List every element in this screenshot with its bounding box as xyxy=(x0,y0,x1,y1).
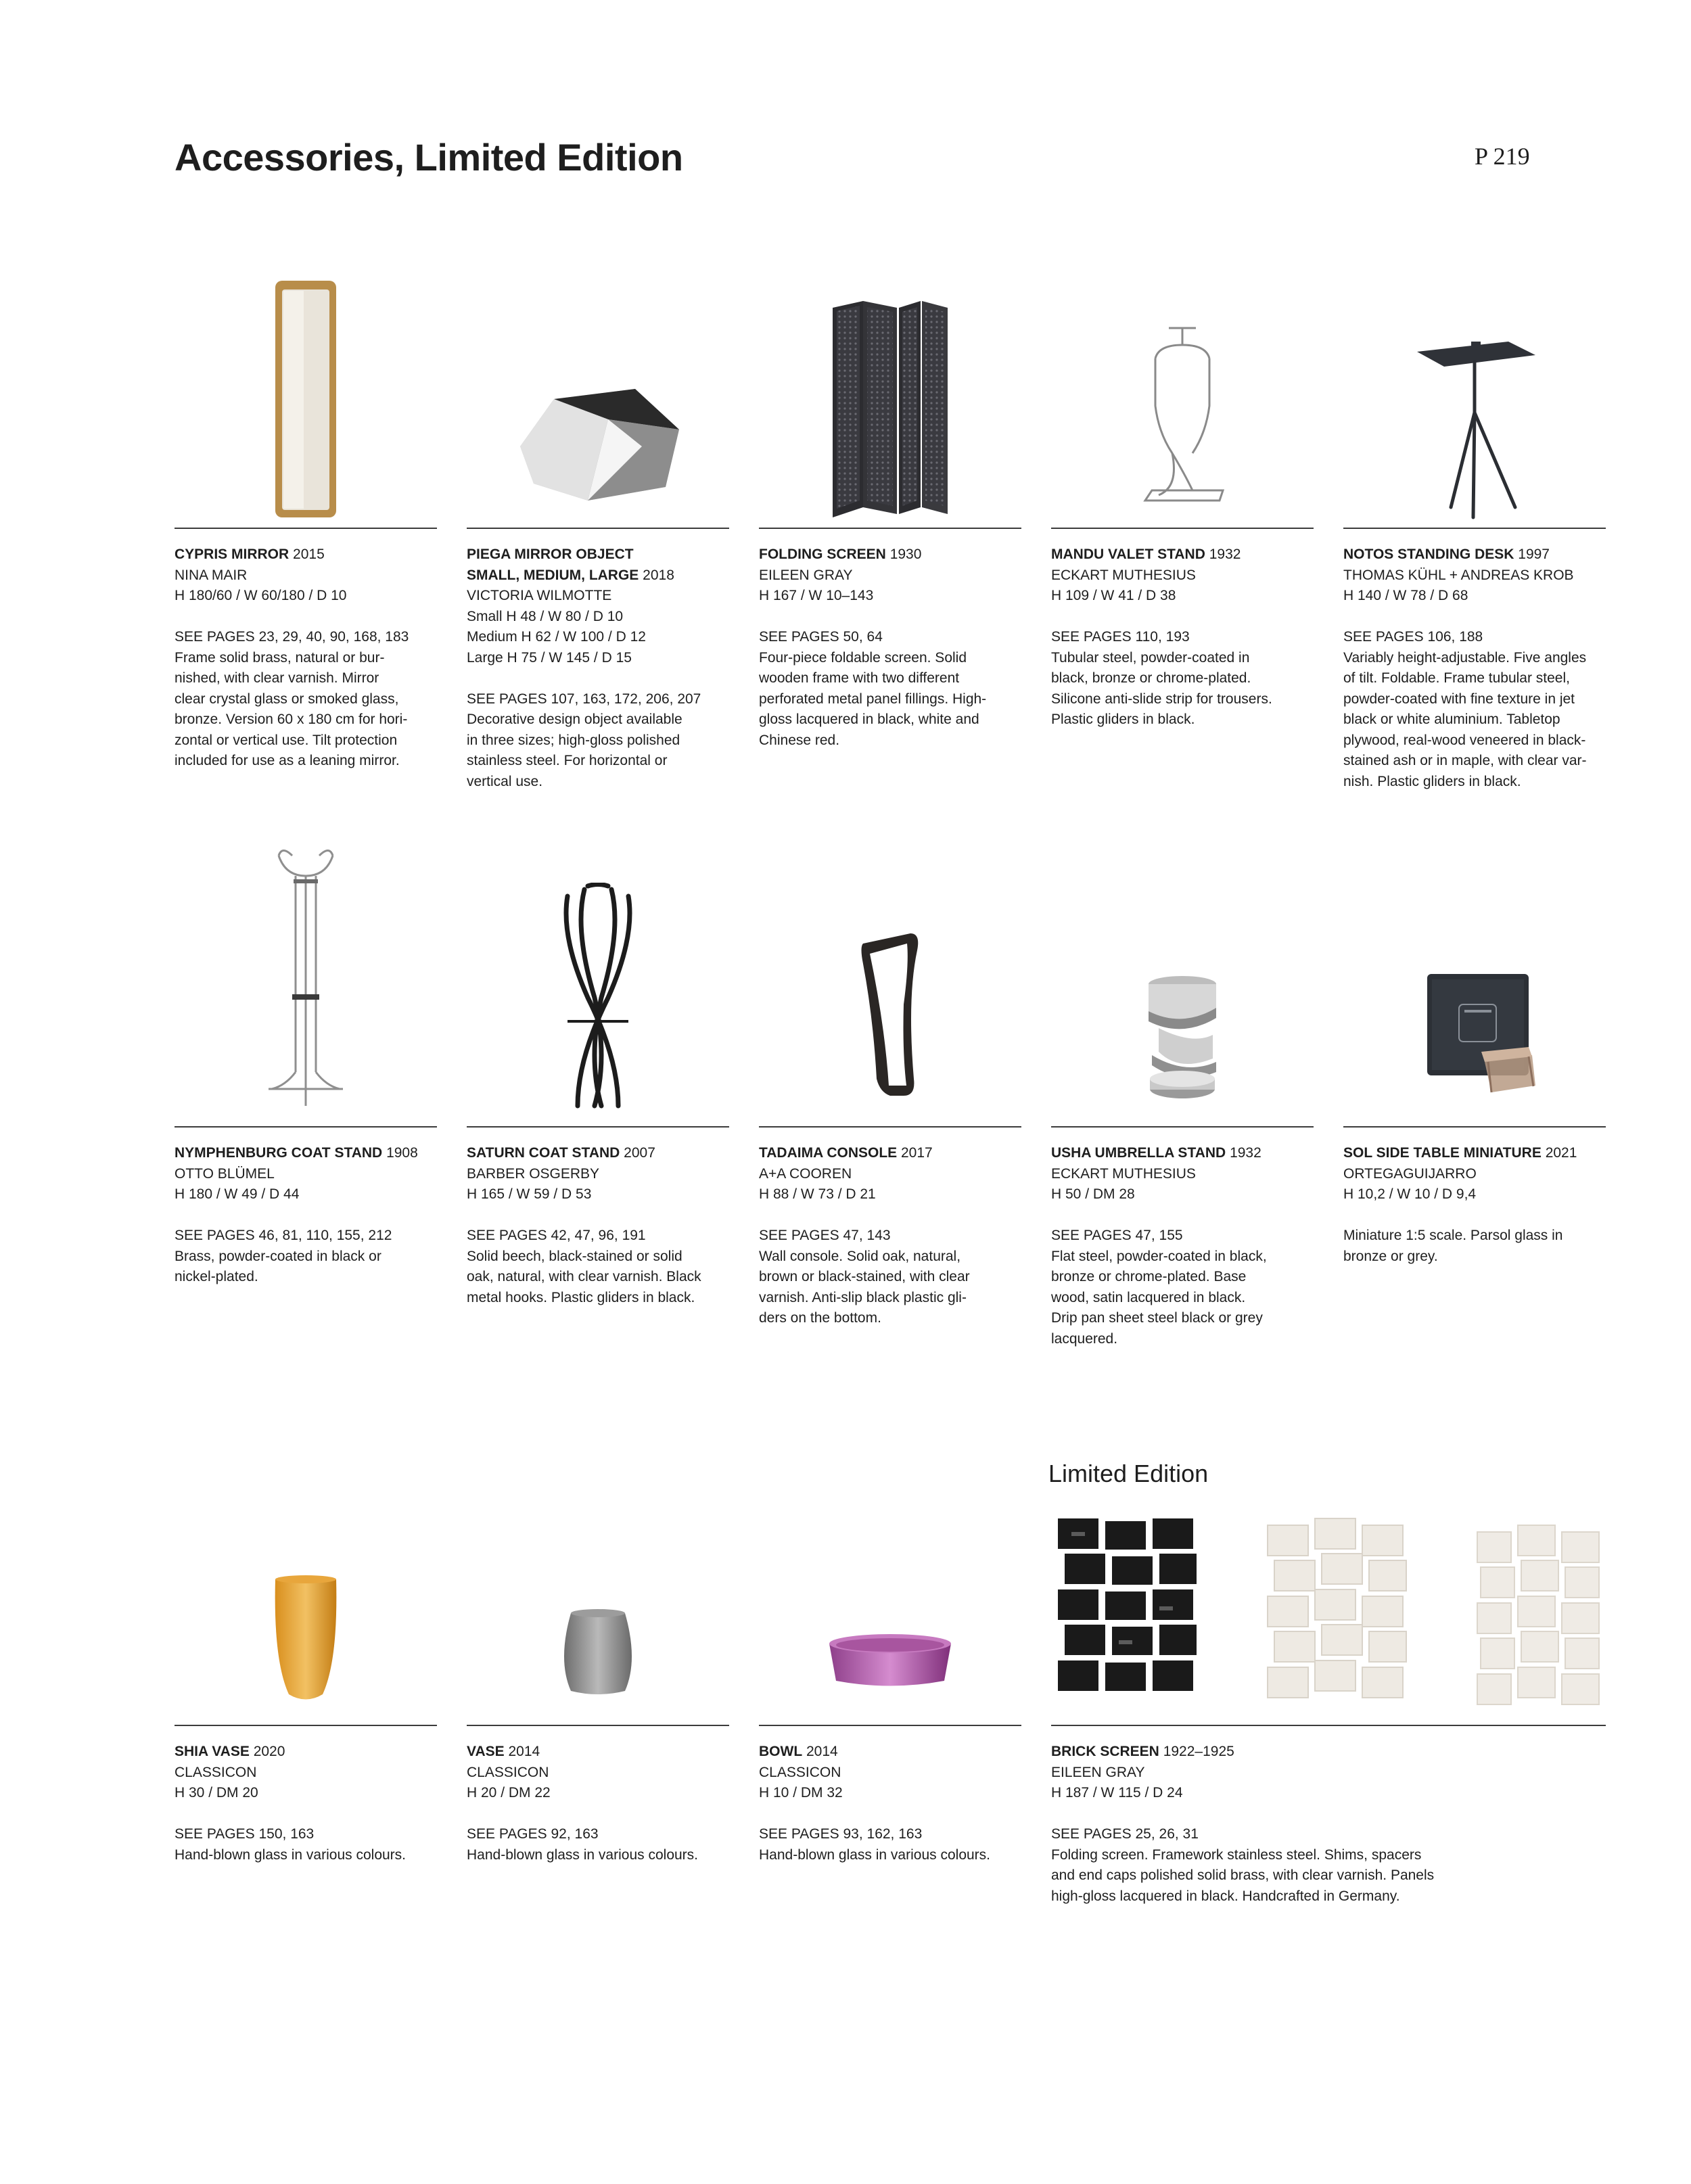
product-year: 2017 xyxy=(901,1145,933,1161)
product-description: perforated metal panel fillings. High- xyxy=(759,691,987,707)
product-year: 2015 xyxy=(293,547,325,562)
product-see-pages: SEE PAGES 93, 162, 163 xyxy=(759,1826,923,1842)
product-dimensions: H 180 / W 49 / D 44 xyxy=(175,1186,300,1202)
product-year: 1908 xyxy=(386,1145,418,1161)
product-rule xyxy=(759,1725,1021,1726)
product-dimensions: H 165 / W 59 / D 53 xyxy=(467,1186,592,1202)
product-designer: ECKART MUTHESIUS xyxy=(1051,567,1196,583)
product-description: wooden frame with two different xyxy=(759,670,960,686)
product-name: MANDU VALET STAND xyxy=(1051,547,1205,562)
product-description: black or white aluminium. Tabletop xyxy=(1343,712,1560,727)
product-rule xyxy=(467,1725,729,1726)
product-description: Hand-blown glass in various colours. xyxy=(759,1846,990,1863)
product-dimensions: H 30 / DM 20 xyxy=(175,1785,258,1800)
product-year: 2014 xyxy=(806,1744,838,1759)
product-description: Chinese red. xyxy=(759,732,840,748)
product-name: NYMPHENBURG COAT STAND xyxy=(175,1145,383,1161)
product-rule xyxy=(175,528,437,529)
product-rule xyxy=(175,1126,437,1128)
product-description: Drip pan sheet steel black or grey xyxy=(1051,1310,1263,1326)
product-description: bronze or grey. xyxy=(1343,1248,1438,1264)
product-rule xyxy=(1051,1126,1314,1128)
product-designer: CLASSICON xyxy=(467,1764,549,1780)
cypris-mirror-image xyxy=(175,274,437,521)
product-see-pages: SEE PAGES 106, 188 xyxy=(1343,629,1483,645)
product-year: 1932 xyxy=(1209,547,1241,562)
product-description: Silicone anti-slide strip for trousers. xyxy=(1051,691,1272,707)
product-see-pages: SEE PAGES 92, 163 xyxy=(467,1826,599,1842)
product-description: Four-piece foldable screen. Solid xyxy=(759,649,967,666)
product-description: stained ash or in maple, with clear var- xyxy=(1343,753,1587,768)
notos-standing-desk-image xyxy=(1343,274,1606,521)
product-description: brown or black-stained, with clear xyxy=(759,1269,970,1284)
brick-screen-images xyxy=(1051,1512,1606,1715)
product-description: clear crystal glass or smoked glass, xyxy=(175,691,399,707)
product-description: high-gloss lacquered in black. Handcrafted in Germany. xyxy=(1051,1888,1400,1904)
product-description: bronze or chrome-plated. Base xyxy=(1051,1269,1247,1284)
product-dimensions: Small H 48 / W 80 / D 10 xyxy=(467,608,624,624)
product-name: FOLDING SCREEN xyxy=(759,547,886,562)
product-description: oak, natural, with clear varnish. Black xyxy=(467,1269,701,1284)
product-description: black, bronze or chrome-plated. xyxy=(1051,670,1251,686)
product-name: CYPRIS MIRROR xyxy=(175,547,289,562)
product-designer: EILEEN GRAY xyxy=(759,567,853,583)
product-dimensions: H 167 / W 10–143 xyxy=(759,588,874,603)
nymphenburg-coat-stand-image xyxy=(175,839,437,1113)
product-description: Miniature 1:5 scale. Parsol glass in xyxy=(1343,1228,1563,1243)
product-year: 2007 xyxy=(624,1145,655,1161)
product-description: Decorative design object available xyxy=(467,712,682,727)
product-description: metal hooks. Plastic gliders in black. xyxy=(467,1289,695,1305)
product-rule xyxy=(1051,528,1314,529)
product-name: NOTOS STANDING DESK xyxy=(1343,547,1514,562)
product-dimensions: H 10 / DM 32 xyxy=(759,1785,843,1800)
product-description: included for use as a leaning mirror. xyxy=(175,753,400,768)
product-year: 2018 xyxy=(643,567,674,583)
product-rule xyxy=(759,1126,1021,1128)
product-description: nished, with clear varnish. Mirror xyxy=(175,670,379,686)
product-description: lacquered. xyxy=(1051,1330,1118,1347)
product-name: BOWL xyxy=(759,1744,803,1759)
product-see-pages: SEE PAGES 23, 29, 40, 90, 168, 183 xyxy=(175,629,409,645)
product-designer: ECKART MUTHESIUS xyxy=(1051,1165,1196,1182)
product-see-pages: SEE PAGES 150, 163 xyxy=(175,1826,315,1842)
product-see-pages: SEE PAGES 25, 26, 31 xyxy=(1051,1826,1199,1842)
product-description: gloss lacquered in black, white and xyxy=(759,712,979,727)
vase-image xyxy=(467,1464,729,1711)
product-description: nickel-plated. xyxy=(175,1269,258,1284)
product-year: 1932 xyxy=(1230,1145,1261,1161)
product-rule xyxy=(175,1725,437,1726)
product-see-pages: SEE PAGES 46, 81, 110, 155, 212 xyxy=(175,1228,392,1243)
product-rule xyxy=(1343,528,1606,529)
product-dimensions: H 140 / W 78 / D 68 xyxy=(1343,588,1468,603)
product-description: bronze. Version 60 x 180 cm for hori- xyxy=(175,712,408,727)
product-dimensions: H 10,2 / W 10 / D 9,4 xyxy=(1343,1186,1477,1202)
page-title: Accessories, Limited Edition xyxy=(175,136,683,179)
product-name-line-2: SMALL, MEDIUM, LARGE xyxy=(467,567,639,583)
shia-vase-image xyxy=(175,1464,437,1711)
product-see-pages: SEE PAGES 110, 193 xyxy=(1051,629,1190,645)
product-year: 1922–1925 xyxy=(1163,1744,1234,1759)
product-description: varnish. Anti-slip black plastic gli- xyxy=(759,1289,967,1305)
product-name: PIEGA MIRROR OBJECT xyxy=(467,547,634,562)
product-see-pages: SEE PAGES 42, 47, 96, 191 xyxy=(467,1228,646,1243)
product-designer: NINA MAIR xyxy=(175,567,248,583)
brick-screen-white-image xyxy=(1261,1512,1416,1715)
product-dimensions: H 180/60 / W 60/180 / D 10 xyxy=(175,588,347,603)
product-year: 2020 xyxy=(253,1744,285,1759)
product-designer: VICTORIA WILMOTTE xyxy=(467,588,612,603)
piega-mirror-image xyxy=(467,274,729,521)
bowl-image xyxy=(759,1464,1021,1711)
product-description: Hand-blown glass in various colours. xyxy=(175,1846,406,1863)
product-rule xyxy=(1343,1126,1606,1128)
product-description: and end caps polished solid brass, with clear varnish. Panels xyxy=(1051,1867,1435,1883)
product-description: Variably height-adjustable. Five angles xyxy=(1343,649,1587,666)
product-description: stainless steel. For horizontal or xyxy=(467,753,668,768)
product-description: Folding screen. Framework stainless steel. Shims, spacers xyxy=(1051,1846,1422,1863)
sol-side-table-image xyxy=(1343,866,1606,1113)
saturn-coat-stand-image xyxy=(467,866,729,1113)
product-see-pages: SEE PAGES 107, 163, 172, 206, 207 xyxy=(467,691,701,707)
product-rule xyxy=(467,528,729,529)
product-description: Plastic gliders in black. xyxy=(1051,712,1195,727)
product-rule xyxy=(1051,1725,1606,1726)
product-dimensions: H 187 / W 115 / D 24 xyxy=(1051,1785,1183,1800)
product-designer: CLASSICON xyxy=(759,1764,841,1780)
limited-edition-heading: Limited Edition xyxy=(1048,1460,1209,1487)
product-dimensions: H 20 / DM 22 xyxy=(467,1785,551,1800)
product-name: SOL SIDE TABLE MINIATURE xyxy=(1343,1145,1542,1161)
product-name: SHIA VASE xyxy=(175,1744,250,1759)
product-description: wood, satin lacquered in black. xyxy=(1051,1289,1246,1305)
product-description: Frame solid brass, natural or bur- xyxy=(175,649,385,666)
product-see-pages: SEE PAGES 50, 64 xyxy=(759,629,883,645)
product-rule xyxy=(467,1126,729,1128)
product-description: plywood, real-wood veneered in black- xyxy=(1343,732,1586,748)
tadaima-console-image xyxy=(759,866,1021,1113)
product-dimensions: H 50 / DM 28 xyxy=(1051,1186,1135,1202)
product-description: Brass, powder-coated in black or xyxy=(175,1248,381,1264)
product-designer: CLASSICON xyxy=(175,1764,257,1780)
product-year: 2021 xyxy=(1545,1145,1577,1161)
product-name: TADAIMA CONSOLE xyxy=(759,1145,898,1161)
product-description: Wall console. Solid oak, natural, xyxy=(759,1248,961,1264)
product-see-pages: SEE PAGES 47, 155 xyxy=(1051,1228,1183,1243)
product-designer: ORTEGAGUIJARRO xyxy=(1343,1165,1477,1182)
product-name: VASE xyxy=(467,1744,505,1759)
product-dimensions: H 88 / W 73 / D 21 xyxy=(759,1186,876,1202)
product-description: nish. Plastic gliders in black. xyxy=(1343,773,1521,789)
product-designer: BARBER OSGERBY xyxy=(467,1165,600,1182)
product-designer: EILEEN GRAY xyxy=(1051,1764,1145,1780)
product-year: 1997 xyxy=(1518,547,1550,562)
product-description: in three sizes; high-gloss polished xyxy=(467,732,680,748)
product-year: 2014 xyxy=(508,1744,540,1759)
product-designer: A+A COOREN xyxy=(759,1165,852,1182)
brick-screen-black-image xyxy=(1051,1512,1207,1715)
product-designer: THOMAS KÜHL + ANDREAS KROB xyxy=(1343,567,1574,583)
product-description: of tilt. Foldable. Frame tubular steel, xyxy=(1343,670,1570,686)
brick-screen-white-folded-image xyxy=(1470,1512,1606,1715)
folding-screen-image xyxy=(759,274,1021,521)
product-dimensions: Medium H 62 / W 100 / D 12 xyxy=(467,629,646,645)
product-name: BRICK SCREEN xyxy=(1051,1744,1159,1759)
product-description: vertical use. xyxy=(467,773,543,789)
product-dimensions: Large H 75 / W 145 / D 15 xyxy=(467,649,632,666)
product-description: Solid beech, black-stained or solid xyxy=(467,1248,682,1264)
page-number: P 219 xyxy=(1475,143,1530,170)
product-year: 1930 xyxy=(889,547,922,562)
product-description: Hand-blown glass in various colours. xyxy=(467,1846,698,1863)
product-rule xyxy=(759,528,1021,529)
product-see-pages: SEE PAGES 47, 143 xyxy=(759,1228,891,1243)
product-description: powder-coated with fine texture in jet xyxy=(1343,691,1575,707)
product-name: SATURN COAT STAND xyxy=(467,1145,620,1161)
product-description: Tubular steel, powder-coated in xyxy=(1051,649,1250,666)
product-description: zontal or vertical use. Tilt protection xyxy=(175,732,398,748)
mandu-valet-stand-image xyxy=(1051,274,1314,521)
product-description: ders on the bottom. xyxy=(759,1310,881,1326)
product-dimensions: H 109 / W 41 / D 38 xyxy=(1051,588,1176,603)
product-name: USHA UMBRELLA STAND xyxy=(1051,1145,1226,1161)
product-designer: OTTO BLÜMEL xyxy=(175,1165,275,1182)
usha-umbrella-stand-image xyxy=(1051,866,1314,1113)
product-description: Flat steel, powder-coated in black, xyxy=(1051,1248,1267,1264)
